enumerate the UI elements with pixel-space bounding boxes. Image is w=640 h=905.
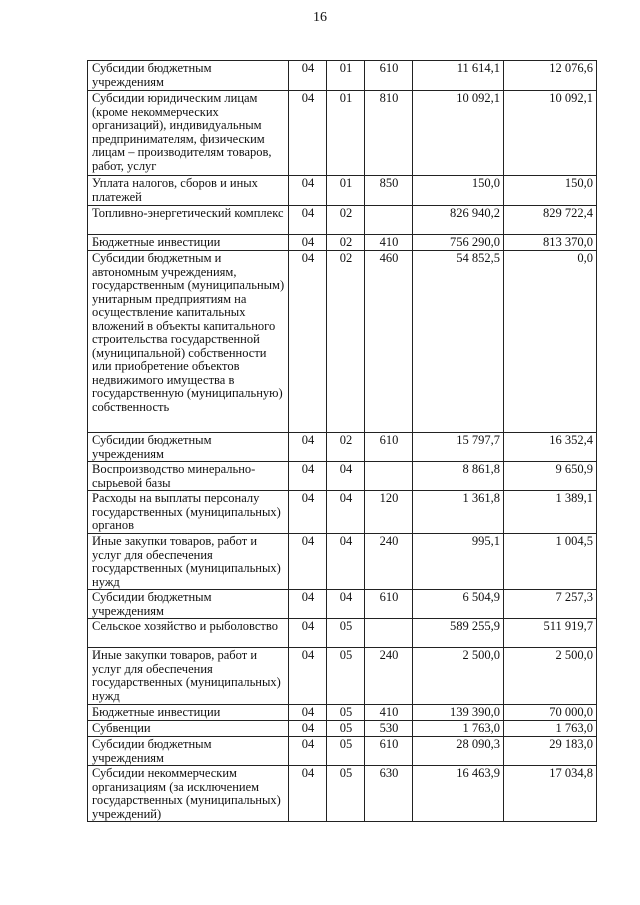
table-row [88, 91, 597, 176]
row-section: 04 [289, 766, 327, 822]
row-subsection: 04 [327, 491, 365, 534]
row-section: 04 [289, 491, 327, 534]
row-value-2: 12 076,6 [504, 61, 597, 91]
row-subsection: 05 [327, 705, 365, 721]
row-value-1: 589 255,9 [413, 619, 504, 648]
row-subsection: 04 [327, 462, 365, 491]
row-subsection: 05 [327, 737, 365, 766]
table-row [88, 721, 597, 737]
table-row [88, 235, 597, 251]
row-expense-type: 530 [365, 721, 413, 737]
row-section: 04 [289, 433, 327, 462]
row-value-2: 813 370,0 [504, 235, 597, 251]
table-row [88, 433, 597, 462]
row-value-1: 2 500,0 [413, 648, 504, 705]
row-expense-type [365, 206, 413, 235]
table-row [88, 766, 597, 822]
row-name: Субсидии бюджетным и автономным учреждениям, государственным (муниципальным) унитарным предприятиям на осуществление капитальных вложений в объекты капитального строительства государственной (муниципальной) собственности или приобретение объектов недвижимого имущества в государственную (муниципальную) собственность [88, 251, 289, 433]
row-subsection: 01 [327, 61, 365, 91]
row-subsection: 04 [327, 534, 365, 590]
row-expense-type: 410 [365, 705, 413, 721]
row-value-2: 829 722,4 [504, 206, 597, 235]
row-subsection: 02 [327, 433, 365, 462]
row-name: Субсидии бюджетным учреждениям [88, 590, 289, 619]
row-expense-type: 850 [365, 176, 413, 206]
row-expense-type: 240 [365, 648, 413, 705]
row-name: Субсидии бюджетным учреждениям [88, 433, 289, 462]
table-row [88, 462, 597, 491]
row-subsection: 02 [327, 206, 365, 235]
row-value-1: 995,1 [413, 534, 504, 590]
row-expense-type: 810 [365, 91, 413, 176]
row-value-2: 150,0 [504, 176, 597, 206]
row-expense-type: 610 [365, 737, 413, 766]
row-value-2: 16 352,4 [504, 433, 597, 462]
row-subsection: 05 [327, 766, 365, 822]
row-value-1: 139 390,0 [413, 705, 504, 721]
row-expense-type [365, 619, 413, 648]
row-subsection: 05 [327, 721, 365, 737]
row-subsection: 05 [327, 648, 365, 705]
row-subsection: 04 [327, 590, 365, 619]
row-value-2: 1 004,5 [504, 534, 597, 590]
row-section: 04 [289, 176, 327, 206]
row-section: 04 [289, 619, 327, 648]
row-value-1: 1 361,8 [413, 491, 504, 534]
row-subsection: 02 [327, 251, 365, 433]
row-name: Сельское хозяйство и рыболовство [88, 619, 289, 648]
row-value-1: 10 092,1 [413, 91, 504, 176]
table-row [88, 619, 597, 648]
row-name: Субсидии юридическим лицам (кроме некоммерческих организаций), индивидуальным предпринимателям, физическим лицам – производителям товаров, работ, услуг [88, 91, 289, 176]
row-value-2: 1 763,0 [504, 721, 597, 737]
row-expense-type [365, 462, 413, 491]
row-value-1: 150,0 [413, 176, 504, 206]
row-name: Субсидии некоммерческим организациям (за исключением государственных (муниципальных) учреждений) [88, 766, 289, 822]
table-row [88, 491, 597, 534]
row-section: 04 [289, 590, 327, 619]
row-value-2: 511 919,7 [504, 619, 597, 648]
row-expense-type: 460 [365, 251, 413, 433]
row-section: 04 [289, 251, 327, 433]
row-name: Субвенции [88, 721, 289, 737]
row-name: Субсидии бюджетным учреждениям [88, 61, 289, 91]
row-value-2: 0,0 [504, 251, 597, 433]
row-value-1: 756 290,0 [413, 235, 504, 251]
row-expense-type: 610 [365, 61, 413, 91]
row-name: Уплата налогов, сборов и иных платежей [88, 176, 289, 206]
row-value-1: 8 861,8 [413, 462, 504, 491]
row-subsection: 01 [327, 176, 365, 206]
table-row [88, 534, 597, 590]
table-row [88, 206, 597, 235]
row-value-1: 15 797,7 [413, 433, 504, 462]
row-value-1: 11 614,1 [413, 61, 504, 91]
row-value-2: 17 034,8 [504, 766, 597, 822]
row-name: Субсидии бюджетным учреждениям [88, 737, 289, 766]
budget-table [87, 60, 597, 822]
row-value-1: 6 504,9 [413, 590, 504, 619]
row-expense-type: 120 [365, 491, 413, 534]
row-name: Бюджетные инвестиции [88, 705, 289, 721]
row-subsection: 02 [327, 235, 365, 251]
row-name: Воспроизводство минерально-сырьевой базы [88, 462, 289, 491]
row-expense-type: 630 [365, 766, 413, 822]
row-expense-type: 610 [365, 433, 413, 462]
row-value-2: 10 092,1 [504, 91, 597, 176]
row-section: 04 [289, 462, 327, 491]
row-value-2: 9 650,9 [504, 462, 597, 491]
row-expense-type: 610 [365, 590, 413, 619]
row-value-1: 16 463,9 [413, 766, 504, 822]
row-subsection: 01 [327, 91, 365, 176]
table-row [88, 705, 597, 721]
row-value-1: 1 763,0 [413, 721, 504, 737]
row-value-2: 29 183,0 [504, 737, 597, 766]
row-expense-type: 240 [365, 534, 413, 590]
row-expense-type: 410 [365, 235, 413, 251]
row-section: 04 [289, 534, 327, 590]
row-section: 04 [289, 648, 327, 705]
row-value-2: 1 389,1 [504, 491, 597, 534]
table-row [88, 648, 597, 705]
row-section: 04 [289, 721, 327, 737]
table-row [88, 176, 597, 206]
row-name: Расходы на выплаты персоналу государственных (муниципальных) органов [88, 491, 289, 534]
table-row [88, 251, 597, 433]
row-name: Иные закупки товаров, работ и услуг для обеспечения государственных (муниципальных) нужд [88, 534, 289, 590]
row-subsection: 05 [327, 619, 365, 648]
table-row [88, 737, 597, 766]
row-section: 04 [289, 235, 327, 251]
page-number: 16 [313, 10, 327, 25]
row-value-1: 826 940,2 [413, 206, 504, 235]
table-row [88, 590, 597, 619]
row-section: 04 [289, 91, 327, 176]
row-value-2: 7 257,3 [504, 590, 597, 619]
row-value-2: 2 500,0 [504, 648, 597, 705]
table-body [88, 61, 597, 822]
row-value-2: 70 000,0 [504, 705, 597, 721]
row-value-1: 28 090,3 [413, 737, 504, 766]
row-name: Иные закупки товаров, работ и услуг для обеспечения государственных (муниципальных) нужд [88, 648, 289, 705]
row-section: 04 [289, 61, 327, 91]
table-row [88, 61, 597, 91]
row-section: 04 [289, 705, 327, 721]
row-section: 04 [289, 737, 327, 766]
row-section: 04 [289, 206, 327, 235]
row-value-1: 54 852,5 [413, 251, 504, 433]
row-name: Топливно-энергетический комплекс [88, 206, 289, 235]
row-name: Бюджетные инвестиции [88, 235, 289, 251]
